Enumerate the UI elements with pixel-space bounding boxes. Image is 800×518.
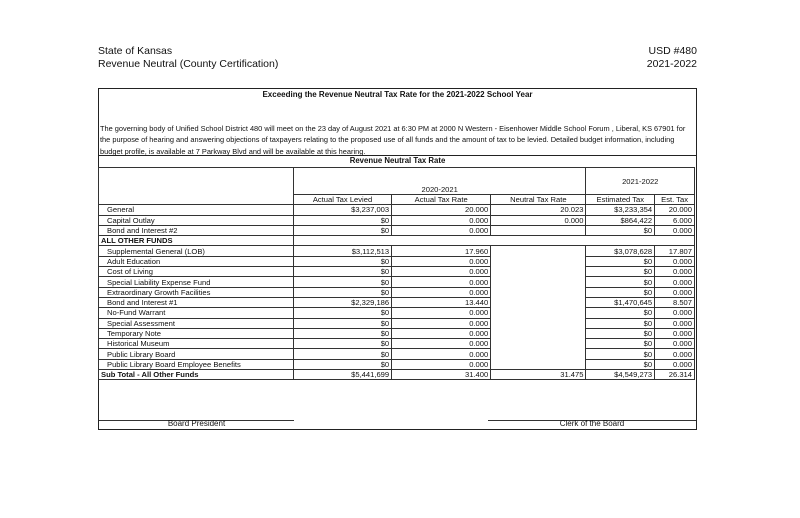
subtotal-estimated: $4,549,273 <box>586 370 655 380</box>
table-row <box>99 256 695 266</box>
subtotal-levied: $5,441,699 <box>293 370 391 380</box>
cell-rate: 20.000 <box>392 205 491 215</box>
cell-est-rate: 0.000 <box>655 339 695 349</box>
cell-rate: 0.000 <box>392 308 491 318</box>
table-row <box>99 359 695 369</box>
cell-estimated: $0 <box>586 328 655 338</box>
cell-est-rate: 0.000 <box>655 328 695 338</box>
cell-levied: $0 <box>293 277 391 287</box>
cell-rate: 0.000 <box>392 349 491 359</box>
current-year-header: 2021-2022 <box>586 168 695 195</box>
cell-levied: $0 <box>293 287 391 297</box>
table-row <box>99 297 695 307</box>
cell-levied: $0 <box>293 318 391 328</box>
row-label: General <box>99 205 294 215</box>
table-row <box>99 308 695 318</box>
cell-neutral: 20.023 <box>491 205 586 215</box>
cell-est-rate: 0.000 <box>655 287 695 297</box>
col-estimated-tax: Estimated Tax <box>586 195 655 205</box>
table-caption: Revenue Neutral Tax Rate <box>349 156 446 165</box>
document-header-right <box>600 45 697 71</box>
row-label: Capital Outlay <box>99 215 294 225</box>
subtotal-est-rate: 26.314 <box>655 370 695 380</box>
table-row <box>99 246 695 256</box>
cell-levied: $0 <box>293 349 391 359</box>
table-row <box>99 277 695 287</box>
row-label: Bond and Interest #2 <box>99 225 294 235</box>
cell-est-rate: 0.000 <box>655 225 695 235</box>
cell-est-rate: 0.000 <box>655 256 695 266</box>
cell-est-rate: 0.000 <box>655 267 695 277</box>
cell-estimated: $0 <box>586 277 655 287</box>
notice-title: Exceeding the Revenue Neutral Tax Rate for the 2021-2022 School Year <box>262 90 533 99</box>
cell-est-rate: 0.000 <box>655 349 695 359</box>
cell-levied: $2,329,186 <box>293 297 391 307</box>
table-row <box>99 205 695 215</box>
cell-neutral: 0.000 <box>491 215 586 225</box>
cell-est-rate: 0.000 <box>655 359 695 369</box>
cell-levied: $0 <box>293 256 391 266</box>
table-row <box>99 225 695 235</box>
header-blank-cell <box>99 168 294 205</box>
cell-neutral <box>491 225 586 235</box>
cell-estimated: $0 <box>586 318 655 328</box>
prior-year-header: 2020-2021 <box>293 168 586 195</box>
cell-rate: 0.000 <box>392 267 491 277</box>
subtotal-neutral: 31.475 <box>491 370 586 380</box>
cell-estimated: $0 <box>586 225 655 235</box>
row-label: Cost of Living <box>99 267 294 277</box>
row-label: Extraordinary Growth Facilities <box>99 287 294 297</box>
cell-levied: $0 <box>293 308 391 318</box>
cell-est-rate: 0.000 <box>655 318 695 328</box>
table-year-header-row <box>99 168 695 195</box>
col-neutral-tax-rate: Neutral Tax Rate <box>491 195 586 205</box>
row-label: Special Liability Expense Fund <box>99 277 294 287</box>
col-actual-tax-rate: Actual Tax Rate <box>392 195 491 205</box>
cell-rate: 13.440 <box>392 297 491 307</box>
cell-rate: 0.000 <box>392 328 491 338</box>
document-header-left <box>98 45 278 71</box>
row-label: Public Library Board Employee Benefits <box>99 359 294 369</box>
notice-box <box>98 88 697 430</box>
table-row <box>99 318 695 328</box>
section-blank <box>293 236 694 246</box>
cell-est-rate: 17.807 <box>655 246 695 256</box>
row-label: Supplemental General (LOB) <box>99 246 294 256</box>
col-est-tax-rate: Est. Tax <box>655 195 695 205</box>
cell-rate: 0.000 <box>392 225 491 235</box>
table-row <box>99 215 695 225</box>
row-label: No-Fund Warrant <box>99 308 294 318</box>
row-label: Special Assessment <box>99 318 294 328</box>
clerk-label: Clerk of the Board <box>559 419 625 428</box>
cell-est-rate: 0.000 <box>655 277 695 287</box>
table-row <box>99 339 695 349</box>
cell-levied: $0 <box>293 328 391 338</box>
cell-estimated: $3,233,354 <box>586 205 655 215</box>
notice-paragraph: The governing body of Unified School District 480 will meet on the 23 day of August 2021 at 6:30 PM at 2000 N Western - Eisenhower Middle School Forum , Liberal, KS 67901 for the purpose of hearing and answering objections of taxpayers relating to the proposed use of all funds and the amount of tax to be levied. Detailed budget information, including budget profile, is available at 7 Parkway Blvd and will be available at this hearing. <box>100 124 686 156</box>
subtotal-rate: 31.400 <box>392 370 491 380</box>
cell-rate: 0.000 <box>392 277 491 287</box>
neutral-blank-cell <box>491 246 586 370</box>
cell-levied: $3,237,003 <box>293 205 391 215</box>
row-label: Historical Museum <box>99 339 294 349</box>
cell-estimated: $0 <box>586 339 655 349</box>
cell-rate: 0.000 <box>392 359 491 369</box>
cell-estimated: $0 <box>586 267 655 277</box>
cell-rate: 17.960 <box>392 246 491 256</box>
cell-rate: 0.000 <box>392 287 491 297</box>
cell-est-rate: 6.000 <box>655 215 695 225</box>
cell-levied: $0 <box>293 339 391 349</box>
cell-rate: 0.000 <box>392 339 491 349</box>
cell-rate: 0.000 <box>392 256 491 266</box>
section-label: ALL OTHER FUNDS <box>99 236 294 246</box>
district-label: USD #480 <box>648 45 697 57</box>
cell-estimated: $3,078,628 <box>586 246 655 256</box>
cell-levied: $0 <box>293 225 391 235</box>
cell-estimated: $0 <box>586 287 655 297</box>
table-row <box>99 267 695 277</box>
cell-est-rate: 0.000 <box>655 308 695 318</box>
table-row <box>99 349 695 359</box>
cell-estimated: $0 <box>586 359 655 369</box>
subtotal-row <box>99 370 695 380</box>
cell-estimated: $864,422 <box>586 215 655 225</box>
cell-levied: $0 <box>293 215 391 225</box>
cell-est-rate: 8.507 <box>655 297 695 307</box>
cell-levied: $0 <box>293 359 391 369</box>
cell-estimated: $0 <box>586 256 655 266</box>
col-actual-tax-levied: Actual Tax Levied <box>293 195 391 205</box>
cell-est-rate: 20.000 <box>655 205 695 215</box>
cell-levied: $0 <box>293 267 391 277</box>
board-president-label: Board President <box>167 419 226 428</box>
section-header-row <box>99 236 695 246</box>
row-label: Bond and Interest #1 <box>99 297 294 307</box>
cell-estimated: $0 <box>586 349 655 359</box>
revenue-neutral-table <box>98 167 695 380</box>
table-row <box>99 328 695 338</box>
row-label: Temporary Note <box>99 328 294 338</box>
fiscal-year-label: 2021-2022 <box>646 58 697 70</box>
cell-levied: $3,112,513 <box>293 246 391 256</box>
table-row <box>99 287 695 297</box>
form-title: Revenue Neutral (County Certification) <box>98 58 279 70</box>
subtotal-label: Sub Total - All Other Funds <box>99 370 294 380</box>
cell-estimated: $0 <box>586 308 655 318</box>
cell-rate: 0.000 <box>392 318 491 328</box>
cell-rate: 0.000 <box>392 215 491 225</box>
row-label: Public Library Board <box>99 349 294 359</box>
cell-estimated: $1,470,645 <box>586 297 655 307</box>
state-label: State of Kansas <box>98 45 173 57</box>
row-label: Adult Education <box>99 256 294 266</box>
